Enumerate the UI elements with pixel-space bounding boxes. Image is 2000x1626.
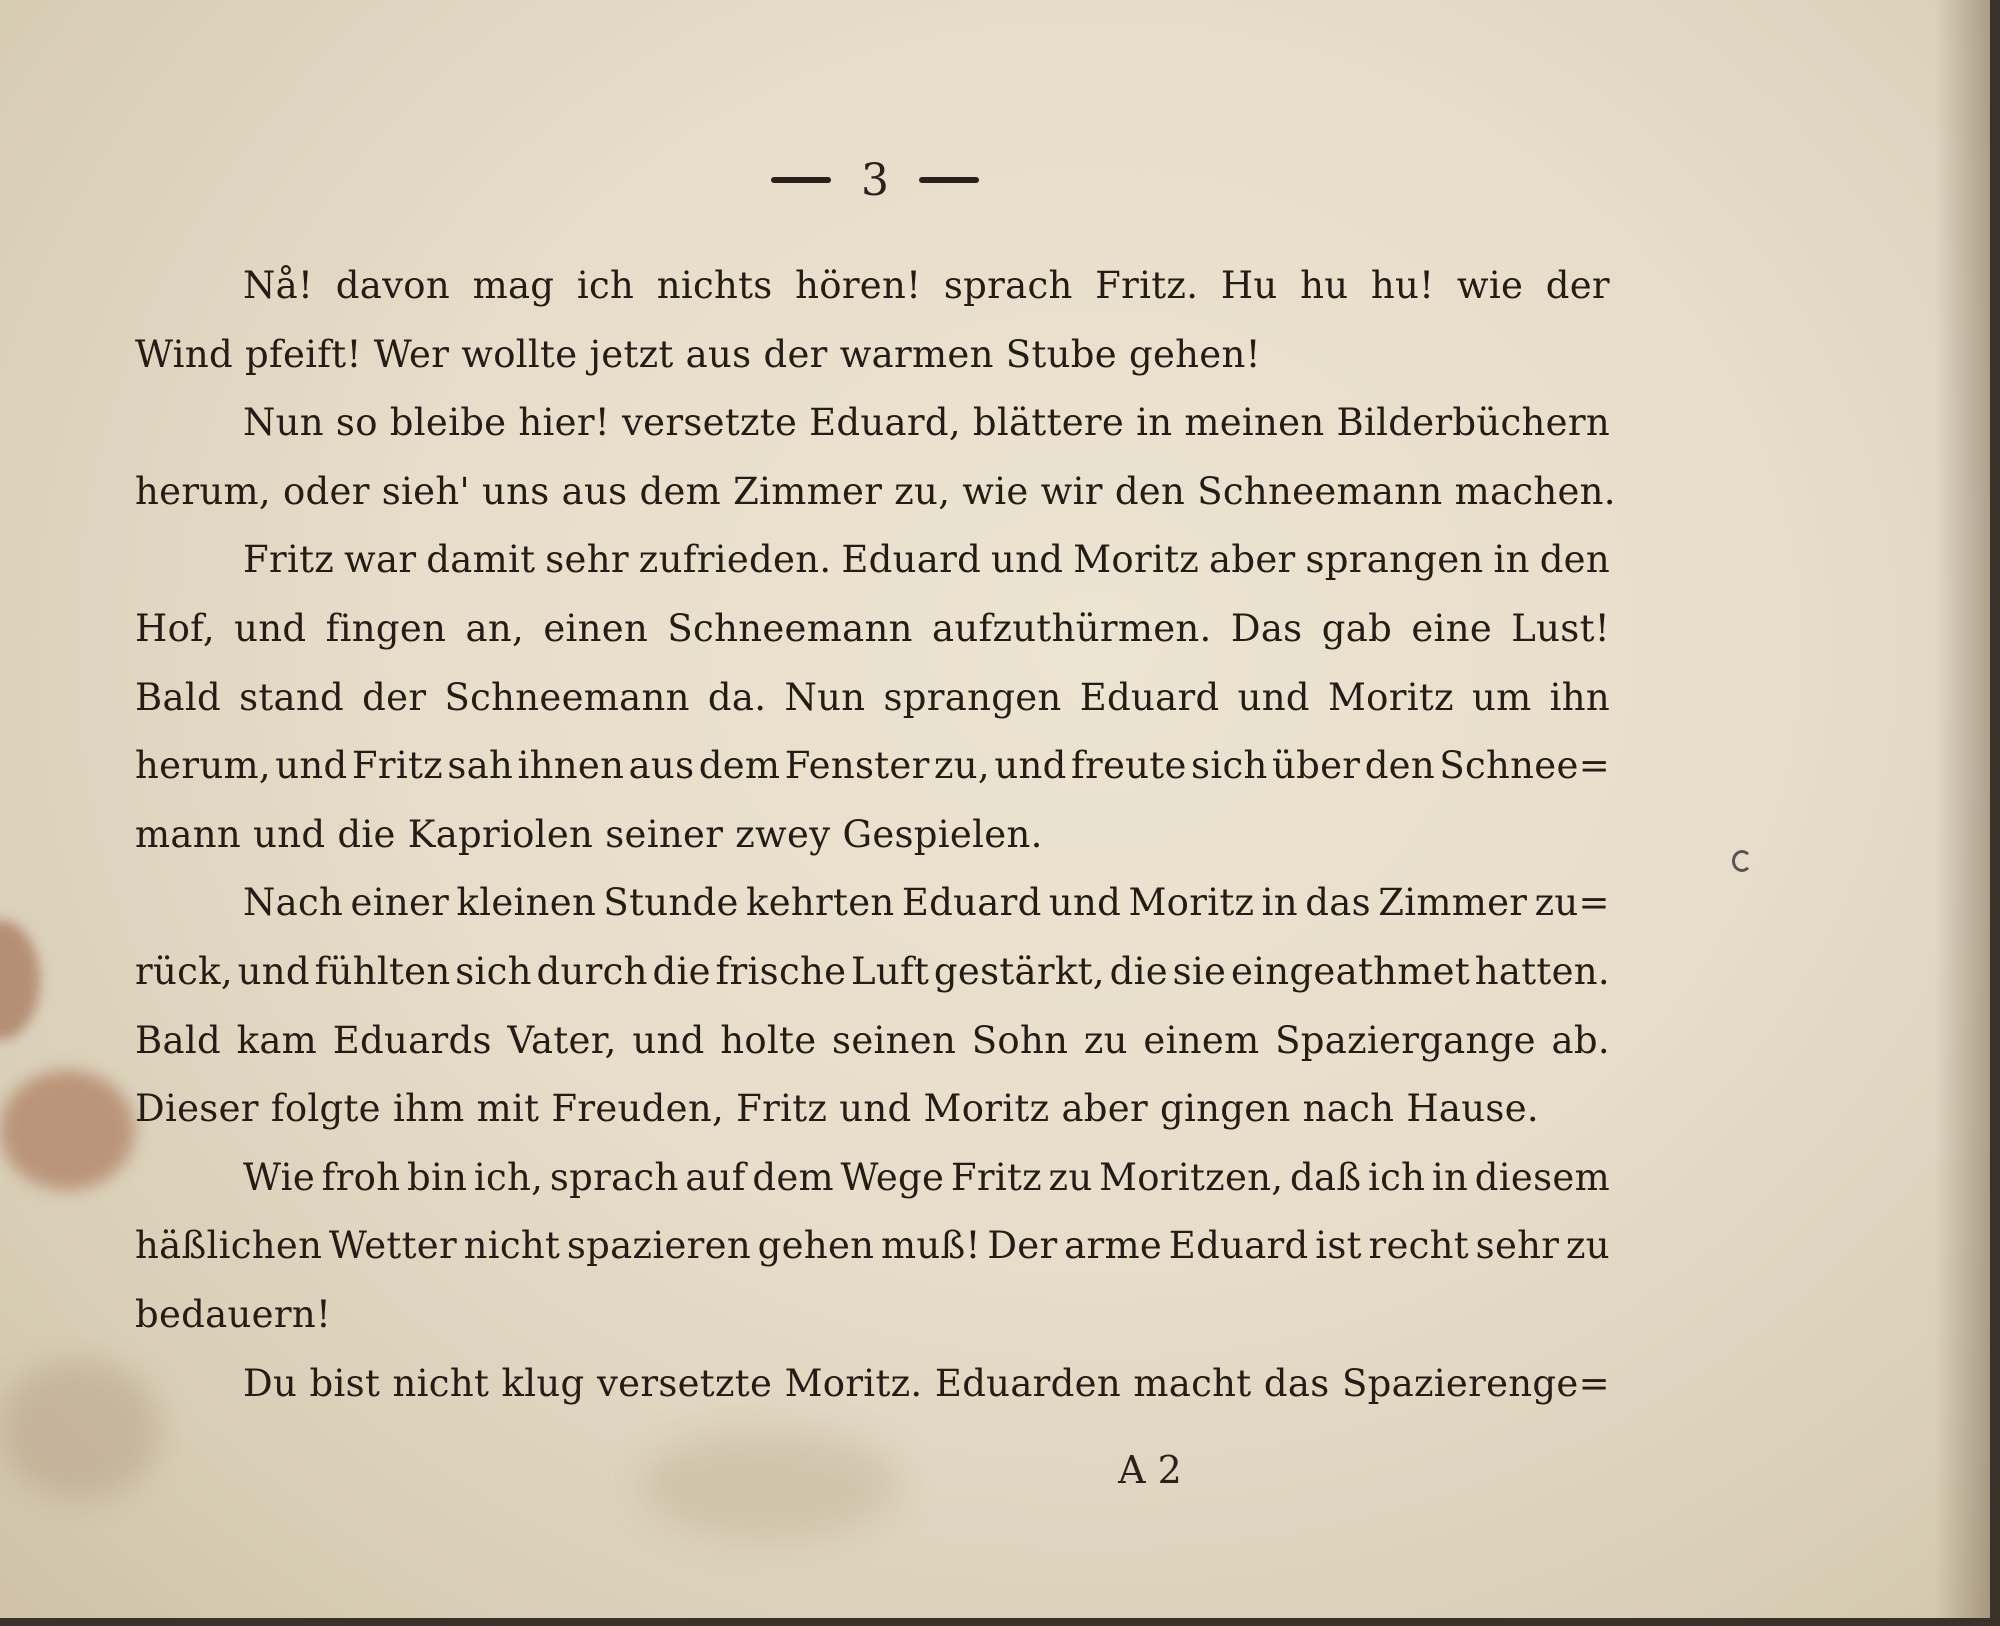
text-line: Nach einer kleinen Stunde kehrten Eduard und Moritz in das Zimmer zu= [243,881,1610,925]
text-line: Fritz war damit sehr zufrieden. Eduard und Moritz aber sprangen in den [243,538,1610,582]
text-line: Wie froh bin ich, sprach auf dem Wege Fritz zu Moritzen, daß ich in diesem [243,1155,1610,1199]
ink-mark [1732,850,1752,872]
text-line: bedauern! [135,1292,332,1336]
text-line: Dieser folgte ihm mit Freuden, Fritz und Moritz aber gingen nach Hause. [135,1087,1539,1131]
page-gutter-shadow [1934,0,1990,1618]
signature-mark: A 2 [1118,1448,1182,1492]
text-line: Hof, und fingen an, einen Schneemann aufzuthürmen. Das gab eine Lust! [135,606,1610,650]
text-line: Nå! davon mag ich nichts hören! sprach Fritz. Hu hu hu! wie der [243,264,1610,307]
text-line: mann und die Kapriolen seiner zwey Gespielen. [135,812,1043,856]
text-line: Nun so bleibe hier! versetzte Eduard, blättere in meinen Bilderbüchern [243,401,1610,445]
page-number: 3 [861,154,889,206]
stain-mark [640,1430,900,1540]
text-line: herum, oder sieh' uns aus dem Zimmer zu, wie wir den Schneemann machen. [135,469,1616,513]
text-line: rück, und fühlten sich durch die frische Luft gestärkt, die sie eingeathmet hatten. [135,949,1610,993]
body-text [135,252,1616,1418]
stain-mark [0,1070,135,1190]
stain-mark [0,920,40,1040]
text-line: Wind pfeift! Wer wollte jetzt aus der warmen Stube gehen! [135,332,1261,376]
text-line: herum, und Fritz sah ihnen aus dem Fenster zu, und freute sich über den Schnee= [135,744,1610,788]
text-line: Bald stand der Schneemann da. Nun sprangen Eduard und Moritz um ihn [135,675,1610,719]
text-line: Bald kam Eduards Vater, und holte seinen Sohn zu einem Spaziergange ab. [135,1018,1610,1062]
text-line: Du bist nicht klug versetzte Moritz. Eduarden macht das Spazierenge= [243,1361,1610,1405]
page-header [740,150,1010,210]
header-dash-left [771,177,831,183]
text-line: häßlichen Wetter nicht spazieren gehen muß! Der arme Eduard ist recht sehr zu [135,1224,1610,1268]
header-dash-right [919,177,979,183]
